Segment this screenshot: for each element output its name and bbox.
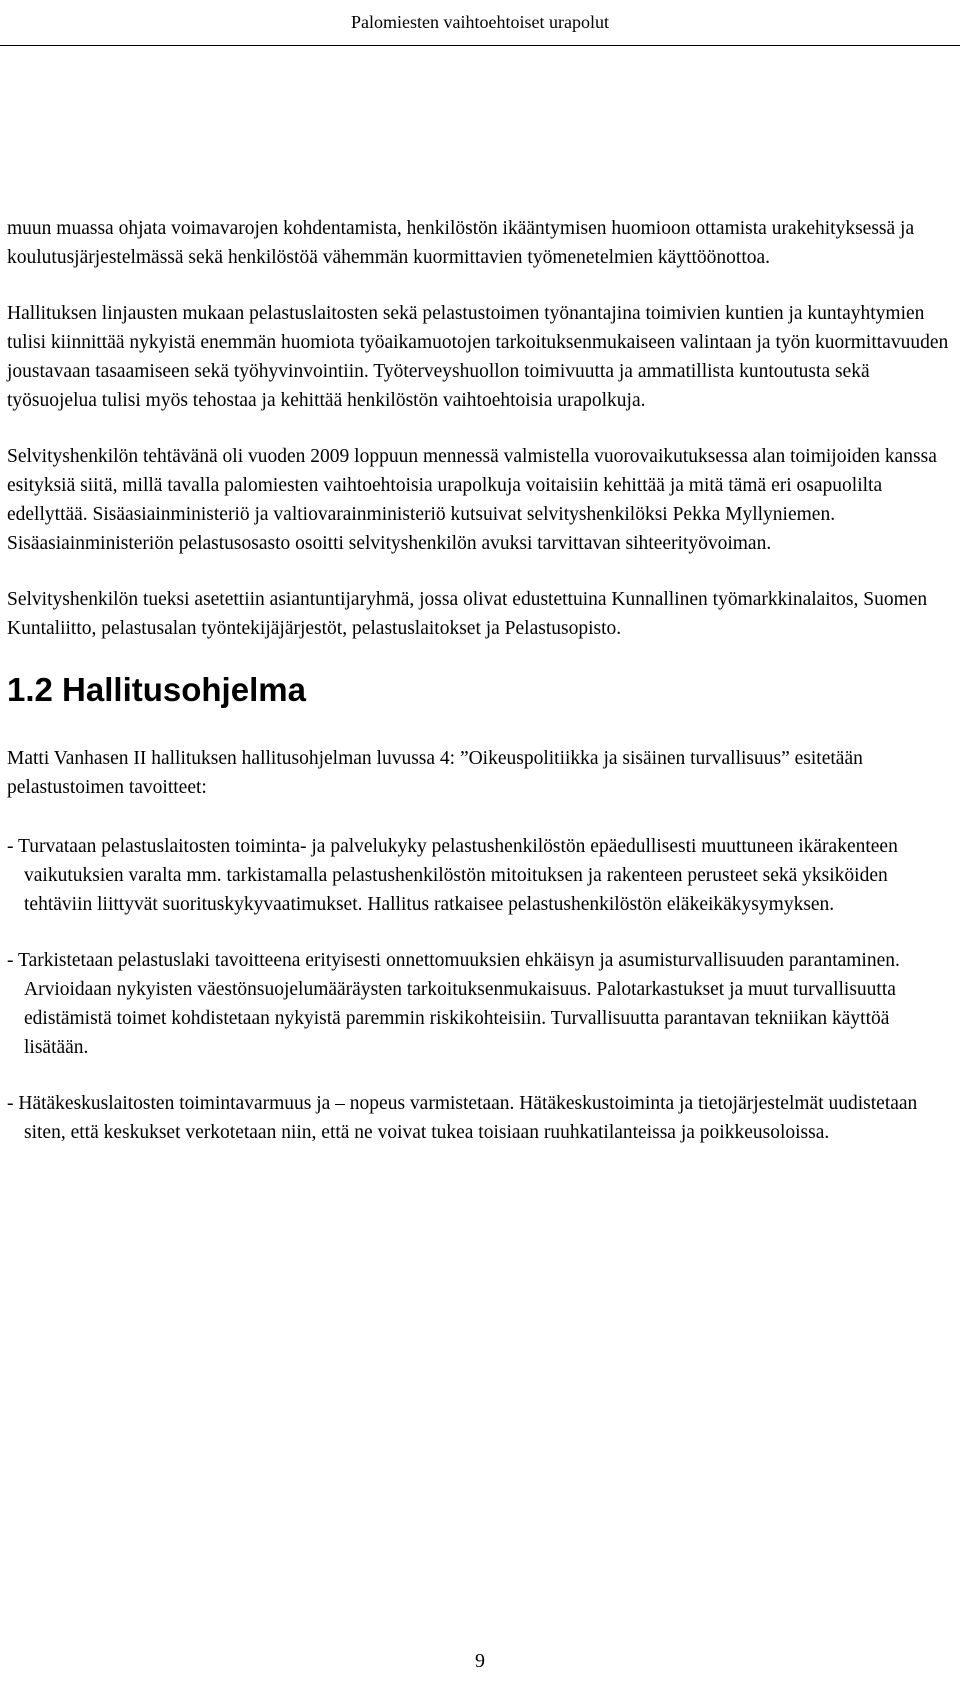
list-item: - Turvataan pelastuslaitosten toiminta- ja palvelukyky pelastushenkilöstön epäedullisesti muuttuneen ikärakenteen vaikutuksien varalta mm. tarkistamalla pelastushenkilöstön mitoituksen ja rakenteen perusteet sekä yksiköiden tehtäviin liittyvät suorituskykyvaatimukset. Hallitus ratkaisee pelastushenkilöstön eläkeikäkysymyksen. (7, 836, 898, 915)
running-header: Palomiesten vaihtoehtoiset urapolut (351, 12, 609, 32)
paragraph: Hallituksen linjausten mukaan pelastuslaitosten sekä pelastustoimen työnantajina toimivien kuntien ja kuntayhtymien tulisi kiinnittää nykyistä enemmän huomiota työaikamuotojen tarkoituksenmukaiseen valintaan ja työn kuormittavuuden joustavaan tasaamiseen sekä työhyvinvointiin. Työterveyshuollon toimivuutta ja ammatillista kuntoutusta sekä työsuojelua tulisi myös tehostaa ja kehittää henkilöstön vaihtoehtoisia urapolkuja. (7, 303, 949, 411)
paragraph: muun muassa ohjata voimavarojen kohdentamista, henkilöstön ikääntymisen huomioon ottamista urakehityksessä ja koulutusjärjestelmässä sekä henkilöstöä vähemmän kuormittavien työmenetelmien käyttöönottoa. (7, 218, 915, 268)
header-rule (0, 45, 960, 46)
page-number: 9 (475, 1650, 485, 1672)
list-item: - Hätäkeskuslaitosten toimintavarmuus ja – nopeus varmistetaan. Hätäkeskustoiminta ja tietojärjestelmät uudistetaan siten, että keskukset verkotetaan niin, että ne voivat tukea toisiaan ruuhkatilanteissa ja poikkeusoloissa. (7, 1093, 918, 1143)
paragraph: Selvityshenkilön tueksi asetettiin asiantuntijaryhmä, jossa olivat edustettuina Kunnallinen työmarkkinalaitos, Suomen Kuntaliitto, pelastusalan työntekijäjärjestöt, pelastuslaitokset ja Pelastusopisto. (7, 589, 928, 639)
section-intro: Matti Vanhasen II hallituksen hallitusohjelman luvussa 4: ”Oikeuspolitiikka ja sisäinen turvallisuus” esitetään pelastustoimen tavoitteet: (7, 748, 863, 798)
document-body (7, 214, 952, 1174)
paragraph: Selvityshenkilön tehtävänä oli vuoden 2009 loppuun mennessä valmistella vuorovaikutuksessa alan toimijoiden kanssa esityksiä siitä, millä tavalla palomiesten vaihtoehtoisia urapolkuja voitaisiin kehittää ja mitä tämä eri osapuolilta edellyttää. Sisäasiainministeriö ja valtiovarainministeriö kutsuivat selvityshenkilöksi Pekka Myllyniemen. Sisäasiainministeriön pelastusosasto osoitti selvityshenkilön avuksi tarvittavan sihteerityövoiman. (7, 446, 937, 554)
section-heading: 1.2 Hallitusohjelma (7, 671, 306, 708)
list-item: - Tarkistetaan pelastuslaki tavoitteena erityisesti onnettomuuksien ehkäisyn ja asumisturvallisuuden parantaminen. Arvioidaan nykyisten väestönsuojelumääräysten tarkoituksenmukaisuus. Palotarkastukset ja muut turvallisuutta edistämistä toimet kohdistetaan nykyistä paremmin riskikohteisiin. Turvallisuutta parantavan tekniikan käyttöä lisätään. (7, 950, 900, 1058)
